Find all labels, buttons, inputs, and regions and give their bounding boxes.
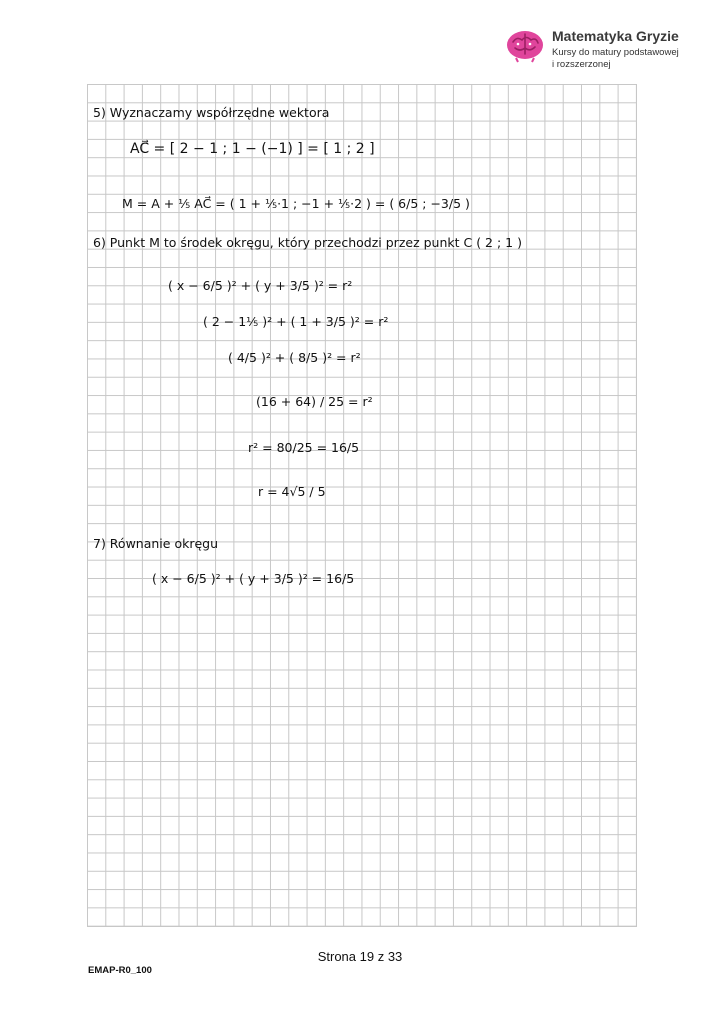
squared-fractions-equation: ( 4/5 )² + ( 8/5 )² = r² <box>228 350 361 365</box>
final-circle-equation: ( x − 6/5 )² + ( y + 3/5 )² = 16/5 <box>152 571 355 586</box>
brand-subtitle-line1: Kursy do matury podstawowej <box>552 47 679 58</box>
radius-equation: r = 4√5 / 5 <box>258 484 326 499</box>
section-7-heading: 7) Równanie okręgu <box>93 536 219 551</box>
substitution-equation: ( 2 − 1⅕ )² + ( 1 + 3/5 )² = r² <box>203 314 389 329</box>
document-code: EMAP-R0_100 <box>88 965 152 976</box>
r-squared-equation: r² = 80/25 = 16/5 <box>248 440 360 455</box>
page-number: Strona 19 z 33 <box>317 949 403 964</box>
section-5-heading: 5) Wyznaczamy współrzędne wektora <box>93 105 330 120</box>
brain-icon <box>505 28 545 64</box>
brand-logo <box>505 25 705 75</box>
midpoint-m-equation: M = A + ⅕ AC⃗ = ( 1 + ⅕·1 ; −1 + ⅕·2 ) = ( 6/5 ; −3/5 ) <box>122 196 470 211</box>
sum-equation: (16 + 64) / 25 = r² <box>256 394 373 409</box>
circle-equation-general: ( x − 6/5 )² + ( y + 3/5 )² = r² <box>168 278 353 293</box>
brand-subtitle <box>552 47 712 71</box>
brand-title: Matematyka Gryzie <box>552 28 679 44</box>
vector-ac-equation: AC⃗ = [ 2 − 1 ; 1 − (−1) ] = [ 1 ; 2 ] <box>130 141 375 157</box>
section-6-heading: 6) Punkt M to środek okręgu, który przechodzi przez punkt C ( 2 ; 1 ) <box>93 235 522 250</box>
brand-subtitle-line2: i rozszerzonej <box>552 59 611 70</box>
